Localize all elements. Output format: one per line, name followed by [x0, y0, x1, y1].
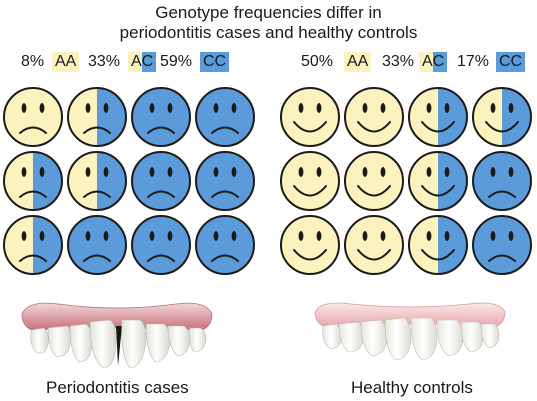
- sad-face-cc-icon: [473, 152, 531, 210]
- sad-face-ac-icon: [4, 216, 62, 274]
- sad-face-cc-icon: [132, 216, 190, 274]
- happy-face-ac-icon: [473, 88, 531, 146]
- teeth-periodontitis-illustration: [18, 296, 216, 376]
- sad-face-cc-icon: [132, 88, 190, 146]
- legend-periodontitis: [0, 52, 260, 72]
- face-grid-periodontitis: [0, 84, 260, 284]
- sad-face-ac-icon: [68, 152, 126, 210]
- legend-cc-percent: 17%: [457, 53, 490, 70]
- legend-ac-chip: AC: [128, 52, 156, 72]
- happy-face-aa-icon: [345, 88, 403, 146]
- sad-face-cc-icon: [196, 152, 254, 210]
- figure-title: [0, 3, 537, 43]
- legend-cc-chip: CC: [496, 52, 525, 72]
- teeth-healthy-illustration: [311, 296, 509, 376]
- happy-face-aa-icon: [345, 216, 403, 274]
- sad-face-cc-icon: [68, 216, 126, 274]
- legend-aa-chip: AA: [344, 52, 371, 72]
- sad-face-cc-icon: [196, 88, 254, 146]
- legend-cc-percent: 59%: [160, 53, 193, 70]
- sad-face-cc-icon: [196, 216, 254, 274]
- happy-face-aa-icon: [281, 216, 339, 274]
- sad-face-ac-icon: [4, 152, 62, 210]
- happy-face-aa-icon: [345, 152, 403, 210]
- legend-aa-chip: AA: [52, 52, 79, 72]
- sad-face-cc-icon: [132, 152, 190, 210]
- happy-face-aa-icon: [281, 88, 339, 146]
- happy-face-aa-icon: [281, 152, 339, 210]
- legend-aa-percent: 50%: [301, 53, 334, 70]
- caption-healthy-controls: Healthy controls: [351, 378, 473, 397]
- legend-aa-percent: 8%: [21, 53, 45, 70]
- happy-face-ac-icon: [409, 88, 467, 146]
- face-grid-healthy: [277, 84, 537, 284]
- caption-periodontitis-cases: Periodontitis cases: [46, 378, 189, 397]
- legend-ac-chip: AC: [419, 52, 447, 72]
- title-line-2: periodontitis cases and healthy controls: [119, 23, 418, 42]
- sad-face-aa-icon: [4, 88, 62, 146]
- title-line-1: Genotype frequencies differ in: [155, 3, 382, 22]
- legend-healthy: [277, 52, 537, 72]
- legend-cc-chip: CC: [200, 52, 229, 72]
- sad-face-cc-icon: [473, 216, 531, 274]
- legend-ac-percent: 33%: [88, 53, 121, 70]
- happy-face-ac-icon: [409, 216, 467, 274]
- sad-face-ac-icon: [68, 88, 126, 146]
- happy-face-ac-icon: [409, 152, 467, 210]
- legend-ac-percent: 33%: [382, 53, 415, 70]
